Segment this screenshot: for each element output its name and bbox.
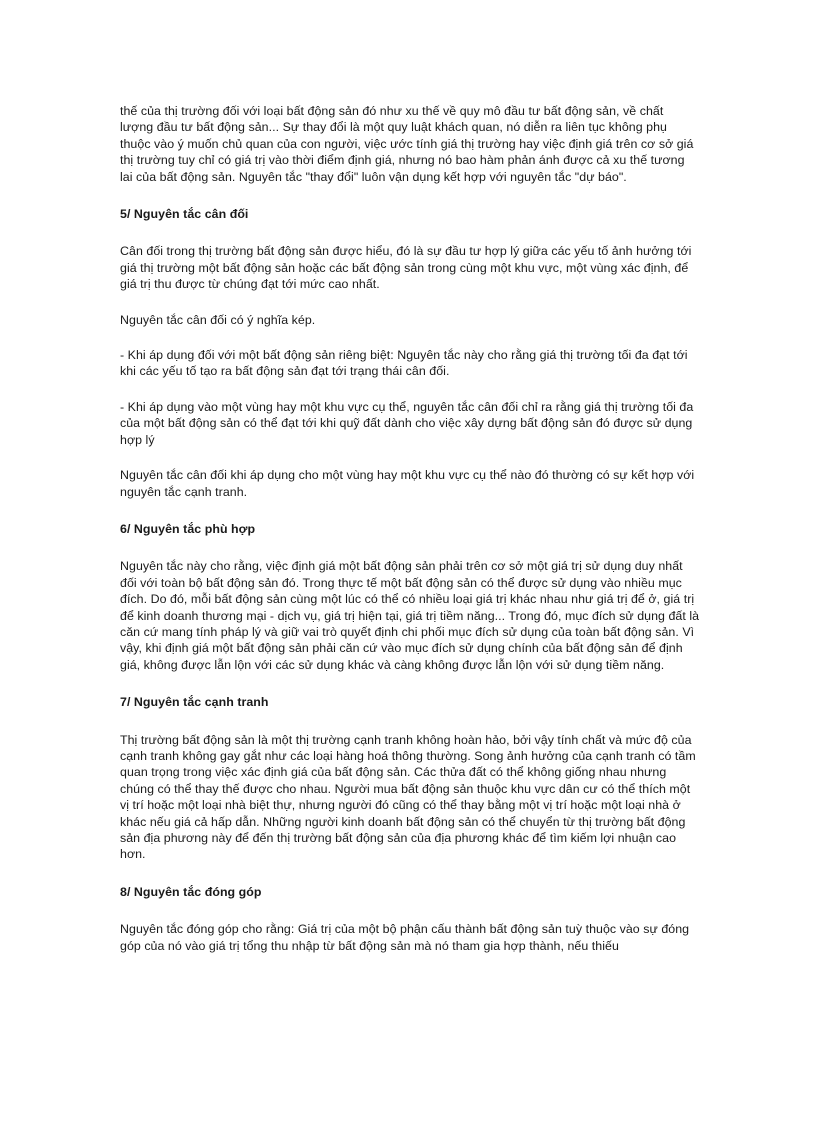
heading-section-5: 5/ Nguyên tắc cân đối bbox=[120, 207, 249, 222]
heading-section-6: 6/ Nguyên tắc phù hợp bbox=[120, 521, 256, 536]
paragraph-5-2: Nguyên tắc cân đối có ý nghĩa kép. bbox=[120, 312, 316, 327]
paragraph-5-3: - Khi áp dụng đối với một bất động sản riêng biệt: Nguyên tắc này cho rằng giá thị trường tối đa đạt tới khi các yếu tố tạo ra bất động sản đạt tới trạng thái cân đối. bbox=[120, 348, 688, 379]
heading-section-8: 8/ Nguyên tắc đóng góp bbox=[120, 884, 262, 899]
heading-section-7: 7/ Nguyên tắc cạnh tranh bbox=[120, 695, 269, 710]
paragraph-7-1: Thị trường bất động sản là một thị trường cạnh tranh không hoàn hảo, bởi vậy tính chất và mức độ của cạnh tranh không gay gắt như các loại hàng hoá thông thường. Song ảnh hưởng của cạnh tranh có tầm quan trọng trong việc xác định giá của bất động sản. Các thửa đất có thể không giống nhau nhưng chúng có thể thay thế được cho nhau. Người mua bất động sản thuộc khu vực dân cư có thể thích một vị trí hoặc một loại nhà biệt thự, nhưng người đó cũng có thể thay bằng một vị trí hoặc một loại nhà ở khác nếu giá cả hấp dẫn. Những người kinh doanh bất động sản có thể chuyển từ thị trường bất động sản địa phương này để đến thị trường bất động sản của địa phương khác để tìm kiếm lợi nhuận cao hơn. bbox=[120, 732, 696, 862]
paragraph-5-4: - Khi áp dụng vào một vùng hay một khu vực cụ thể, nguyên tắc cân đối chỉ ra rằng giá thị trường tối đa của một bất động sản có thể đạt tới khi quỹ đất dành cho việc xây dựng bất động sản đó được sử dụng hợp lý bbox=[120, 399, 694, 447]
paragraph-5-1: Cân đối trong thị trường bất động sản được hiểu, đó là sự đầu tư hợp lý giữa các yếu tố ảnh hưởng tới giá thị trường một bất động sản hoặc các bất động sản trong cùng một khu vực, một vùng xác định, để giá trị thu được từ chúng đạt tới mức cao nhất. bbox=[120, 244, 692, 292]
paragraph-intro: thế của thị trường đối với loại bất động sản đó như xu thế về quy mô đầu tư bất động sản, về chất lượng đầu tư bất động sản... Sự thay đổi là một quy luật khách quan, nó diễn ra liên tục không phụ thuộc vào ý muốn chủ quan của con người, việc ước tính giá thị trường hay việc định giá trên cơ sở giá thị trường tuy chỉ có giá trị vào thời điểm định giá, nhưng nó bao hàm phản ánh được cả xu thế tương lai của bất động sản. Nguyên tắc "thay đổi" luôn vận dụng kết hợp với nguyên tắc "dự báo". bbox=[120, 104, 694, 184]
paragraph-6-1: Nguyên tắc này cho rằng, việc định giá một bất động sản phải trên cơ sở một giá trị sử dụng duy nhất đối với toàn bộ bất động sản đó. Trong thực tế một bất động sản có thể được sử dụng vào nhiều mục đích. Do đó, mỗi bất động sản cùng một lúc có thể có nhiều loại giá trị khác nhau như giá trị để ở, giá trị để kinh doanh thương mại - dịch vụ, giá trị hiện tại, giá trị tiềm năng... Trong đó, mục đích sử dụng đất là căn cứ mang tính pháp lý và giữ vai trò quyết định chi phối mục đích sử dụng của toàn bất động sản. Vì vậy, khi định giá một bất động sản phải căn cứ vào mục đích sử dụng chính của bất động sản để định giá, không được lẫn lộn với các sử dụng khác và càng không được lẫn lộn với sử dụng tiềm năng. bbox=[120, 559, 700, 672]
paragraph-8-1: Nguyên tắc đóng góp cho rằng: Giá trị của một bộ phận cấu thành bất động sản tuỳ thuộc vào sự đóng góp của nó vào giá trị tổng thu nhập từ bất động sản mà nó tham gia hợp thành, nếu thiếu bbox=[120, 922, 690, 953]
document-page bbox=[120, 103, 700, 954]
paragraph-5-5: Nguyên tắc cân đối khi áp dụng cho một vùng hay một khu vực cụ thể nào đó thường có sự kết hợp với nguyên tắc cạnh tranh. bbox=[120, 468, 695, 499]
